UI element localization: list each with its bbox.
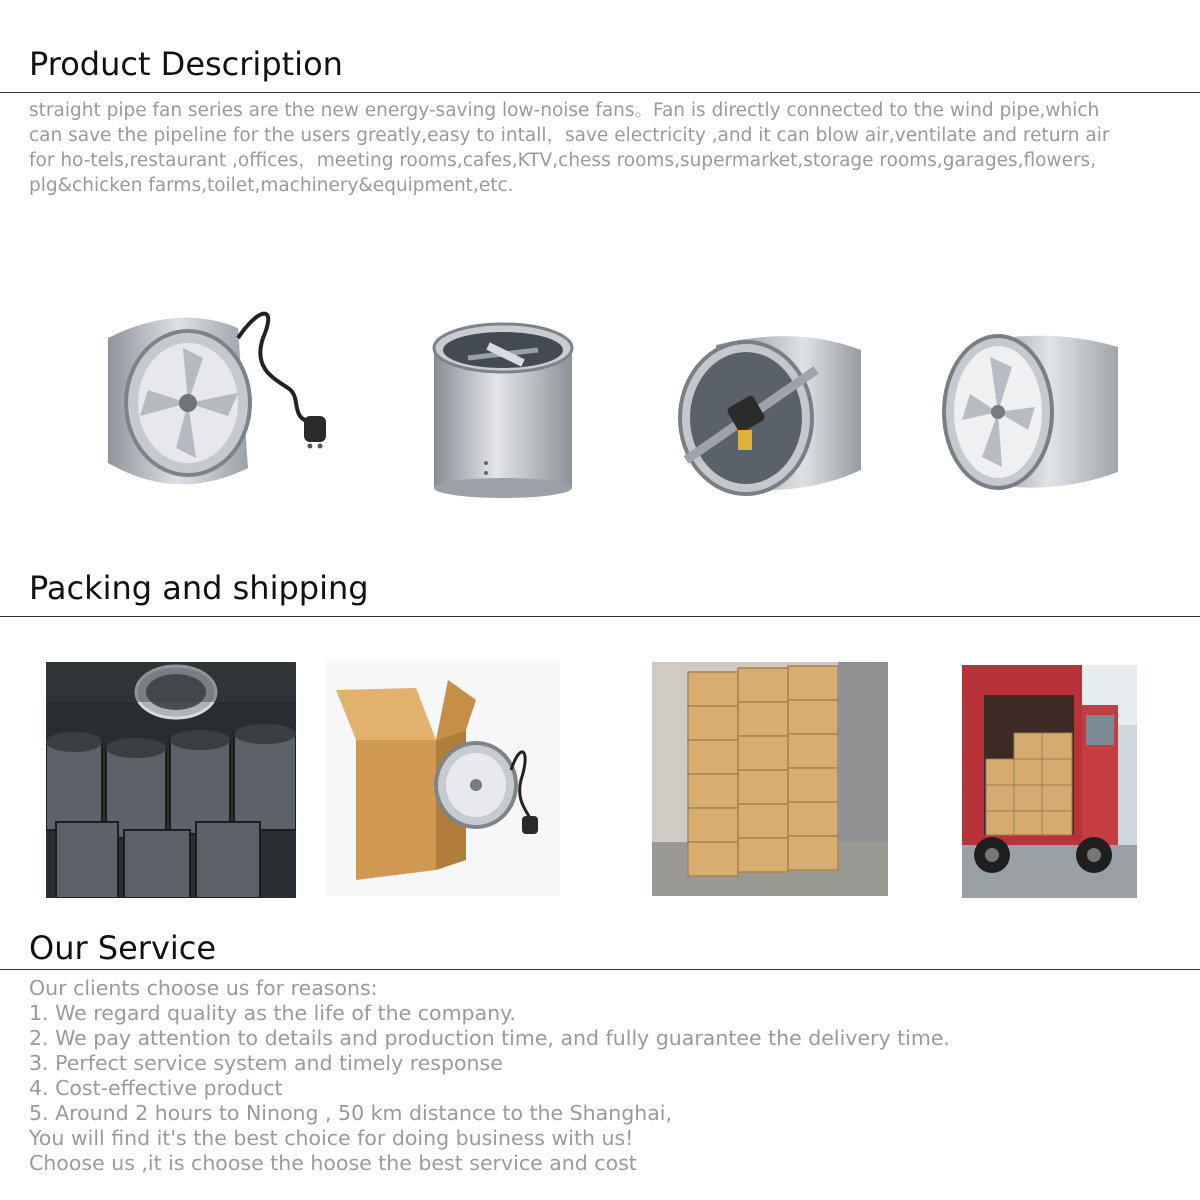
- section-divider: [0, 616, 1200, 617]
- service-line: Our clients choose us for reasons:: [29, 976, 378, 1000]
- section-title-packing-and-shipping: Packing and shipping: [29, 569, 369, 607]
- service-line: 2. We pay attention to details and production time, and fully guarantee the delivery time.: [29, 1026, 950, 1050]
- service-line: 4. Cost-effective product: [29, 1076, 283, 1100]
- product-photo-fan-front: [940, 332, 1122, 492]
- product-description-text: straight pipe fan series are the new energy-saving low-noise fans。Fan is directly connected to the wind pipe,which can save the pipeline for the users greatly,easy to intall，save electricity ,and it can blow air,ventilate and return air for ho-tels,restaurant ,offices，meeting rooms,cafes,KTV,chess rooms,supermarket,storage rooms,garages,flowers, plg&chicken farms,toilet,machinery&equipment,etc.: [29, 100, 1110, 196]
- service-line: You will find it's the best choice for doing business with us!: [29, 1126, 634, 1150]
- packing-photo-stacked-fans: [46, 662, 296, 898]
- section-divider: [0, 92, 1200, 93]
- section-title-our-service: Our Service: [29, 929, 217, 967]
- packing-photo-carton-box: [326, 660, 560, 896]
- service-line: 1. We regard quality as the life of the company.: [29, 1001, 516, 1025]
- service-reasons-list: [29, 976, 950, 1176]
- service-line: 3. Perfect service system and timely response: [29, 1051, 503, 1075]
- product-photo-fan-rear: [676, 330, 866, 498]
- shipping-photo-truck: [962, 665, 1137, 898]
- packing-photo-carton-stack: [652, 662, 888, 896]
- service-line: Choose us ,it is choose the hoose the best service and cost: [29, 1151, 637, 1175]
- section-title-product-description: Product Description: [29, 45, 343, 83]
- product-photo-fan-with-cord: [88, 298, 336, 498]
- service-line: 5. Around 2 hours to Ninong , 50 km distance to the Shanghai,: [29, 1101, 672, 1125]
- product-photo-fan-side: [428, 318, 578, 500]
- section-divider: [0, 969, 1200, 970]
